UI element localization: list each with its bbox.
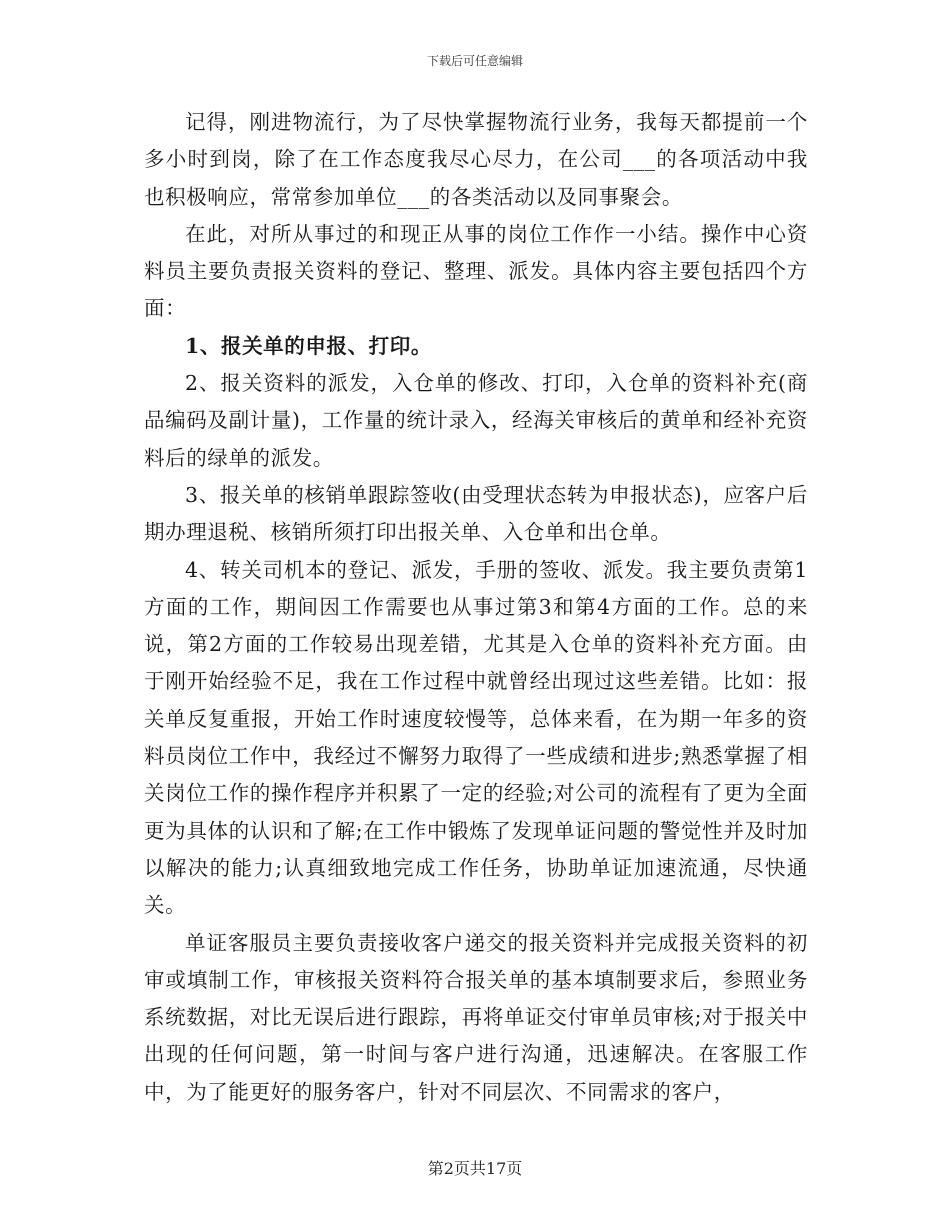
page-header: 下载后可任意编辑 <box>426 54 523 68</box>
paragraph-customer-service: 单证客服员主要负责接收客户递交的报关资料并完成报关资料的初审或填制工作，审核报关资料符合报关单的基本填制要求后，参照业务系统数据，对比无误后进行跟踪，再将单证交付审单员审核;对于报关中出现的任何问题，第一时间与客户进行沟通，迅速解决。在客服工作中，为了能更好的服务客户，针对不同层次、不同需求的客户， <box>144 930 808 1104</box>
list-item-1: 1、报关单的申报、打印。 <box>185 333 432 358</box>
page-number: 第2页共17页 <box>427 1159 523 1178</box>
paragraph-intro: 记得，刚进物流行，为了尽快掌握物流行业务，我每天都提前一个多小时到岗，除了在工作态度我尽心尽力，在公司___的各项活动中我也积极响应，常常参加单位___的各类活动以及同事聚会。 <box>144 110 808 209</box>
list-item-4: 4、转关司机本的登记、派发，手册的签收、派发。我主要负责第1方面的工作，期间因工作需要也从事过第3和第4方面的工作。总的来说，第2方面的工作较易出现差错，尤其是入仓单的资料补充方面。由于刚开始经验不足，我在工作过程中就曾经出现过这些差错。比如：报关单反复重报，开始工作时速度较慢等，总体来看，在为期一年多的资料员岗位工作中，我经过不懈努力取得了一些成绩和进步;熟悉掌握了相关岗位工作的操作程序并积累了一定的经验;对公司的流程有了更为全面更为具体的认识和了解;在工作中锻炼了发现单证问题的警觉性并及时加以解决的能力;认真细致地完成工作任务，协助单证加速流通，尽快通关。 <box>144 557 808 918</box>
list-item-2: 2、报关资料的派发，入仓单的修改、打印，入仓单的资料补充(商品编码及副计量)，工作量的统计录入，经海关审核后的黄单和经补充资料后的绿单的派发。 <box>144 371 808 470</box>
list-item-3: 3、报关单的核销单跟踪签收(由受理状态转为申报状态)，应客户后期办理退税、核销所须打印出报关单、入仓单和出仓单。 <box>144 482 808 545</box>
paragraph-summary: 在此，对所从事过的和现正从事的岗位工作作一小结。操作中心资料员主要负责报关资料的登记、整理、派发。具体内容主要包括四个方面： <box>144 221 808 321</box>
document-body <box>144 104 808 1111</box>
